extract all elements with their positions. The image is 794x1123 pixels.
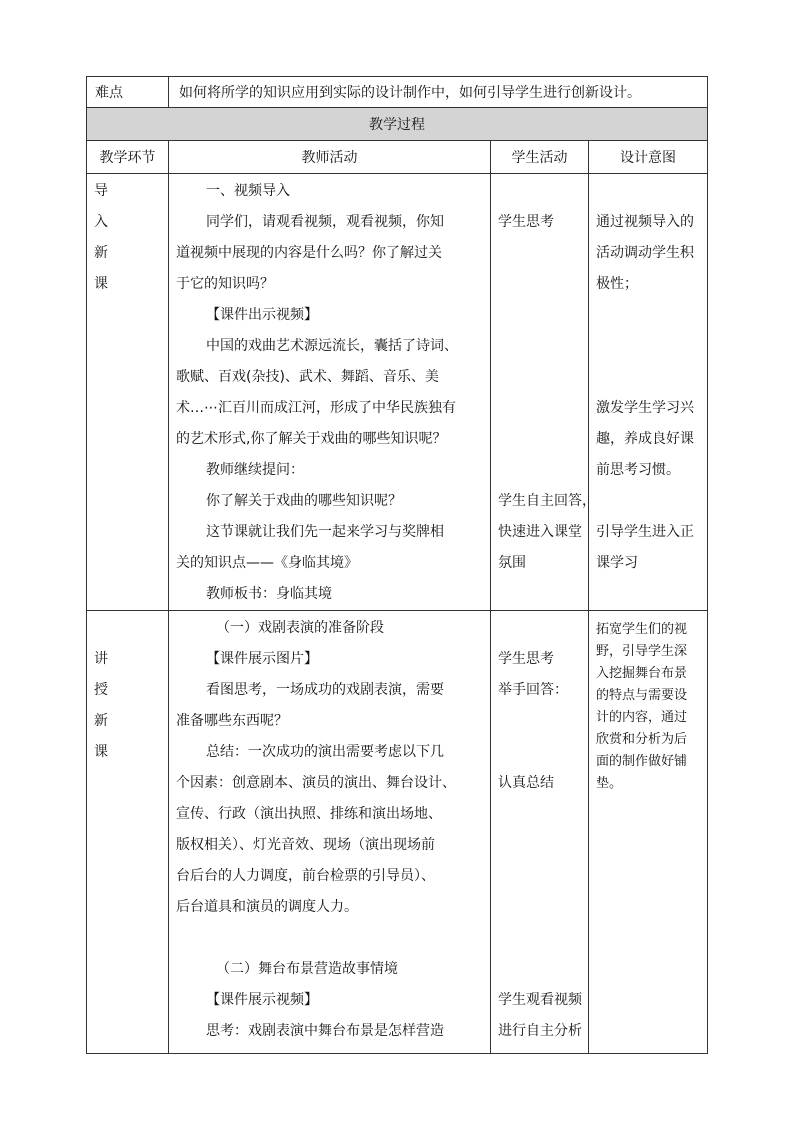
teacher-line: 个因素：创意剧本、演员的演出、舞台设计、 (176, 775, 456, 791)
intent-line: 课学习 (596, 555, 638, 571)
intent-line: 活动调动学生积 (596, 245, 694, 261)
intent-line: 引导学生进入正 (596, 524, 694, 540)
student-activity-lecture (491, 611, 589, 1054)
stage-lecture (87, 611, 169, 1054)
student-line: 举手回答： (498, 682, 568, 698)
student-line: 学生观看视频 (498, 992, 582, 1008)
teacher-line: 台后台的人力调度，前台检票的引导员）、 (176, 868, 435, 884)
teacher-line: 看图思考，一场成功的戏剧表演，需要 (206, 682, 444, 698)
student-line: 学生自主回答， (498, 493, 596, 509)
stage-char: 课 (94, 276, 108, 292)
teacher-line: （二）舞台布景营造故事情境 (216, 961, 398, 977)
stage-char: 新 (94, 713, 108, 729)
student-line: 认真总结 (498, 775, 554, 791)
lesson-plan-table (86, 76, 708, 1054)
student-line: 快速进入课堂 (498, 524, 582, 540)
teacher-line: 你了解关于戏曲的哪些知识呢？ (206, 493, 402, 509)
stage-char: 讲 (94, 651, 108, 667)
difficulty-row (87, 77, 708, 108)
stage-intro (87, 174, 169, 611)
header-stage: 教学环节 (87, 141, 169, 174)
teacher-line: 歌赋、百戏(杂技)、武术、舞蹈、音乐、美 (176, 369, 439, 385)
difficulty-label: 难点 (87, 77, 169, 108)
intent-line: 的特点与需要设 (596, 688, 688, 703)
intent-line: 前思考习惯。 (596, 462, 680, 478)
teacher-line: 后台道具和演员的调度人力。 (176, 899, 358, 915)
intent-line: 野，引导学生深 (596, 644, 688, 659)
teacher-line: 【课件出示视频】 (206, 307, 318, 323)
teacher-line: 的艺术形式,你了解关于戏曲的哪些知识呢？ (176, 431, 447, 447)
stage-char: 新 (94, 245, 108, 261)
teacher-line: 这节课就让我们先一起来学习与奖牌相 (206, 524, 444, 540)
intent-line: 通过视频导入的 (596, 214, 694, 230)
intent-line: 欣赏和分析为后 (596, 732, 688, 747)
teacher-line: 道视频中展现的内容是什么吗？你了解过关 (176, 245, 442, 261)
teacher-line: 准备哪些东西呢？ (176, 713, 288, 729)
intent-line: 激发学生学习兴 (596, 400, 694, 416)
teacher-line: 同学们，请观看视频，观看视频，你知 (206, 214, 444, 230)
teacher-line: 教师继续提问： (206, 462, 304, 478)
student-activity-intro (491, 174, 596, 611)
stage-char: 课 (94, 744, 108, 760)
section-lecture-row (87, 611, 708, 1054)
teacher-line: 于它的知识吗？ (176, 276, 274, 292)
teacher-line: 一、视频导入 (206, 183, 290, 199)
intent-line: 趣，养成良好课 (596, 431, 694, 447)
stage-char: 导 (94, 183, 108, 199)
stage-char: 授 (94, 682, 108, 698)
student-line: 学生思考 (498, 214, 554, 230)
intent-line: 垫。 (596, 776, 623, 791)
design-intent-intro (589, 174, 708, 611)
teacher-line: 术…⋯汇百川而成江河，形成了中华民族独有 (176, 400, 456, 416)
intent-line: 极性； (596, 276, 638, 292)
student-line: 进行自主分析 (498, 1023, 582, 1039)
process-title-row (87, 108, 708, 141)
teacher-line: 思考：戏剧表演中舞台布景是怎样营造 (206, 1023, 444, 1039)
teacher-line: 【课件展示视频】 (206, 992, 318, 1008)
teacher-line: 版权相关）、灯光音效、现场（演出现场前 (176, 837, 435, 853)
teacher-activity-intro (169, 174, 491, 611)
header-teacher: 教师活动 (169, 141, 491, 174)
intent-line: 计的内容，通过 (596, 710, 688, 725)
teacher-line: 教师板书：身临其境 (206, 586, 332, 602)
teacher-line: 关的知识点——《身临其境》 (176, 555, 358, 571)
intent-line: 入挖掘舞台布景 (596, 666, 688, 681)
teacher-line: （一）戏剧表演的准备阶段 (216, 620, 384, 636)
lesson-plan-page (86, 76, 707, 1054)
teacher-activity-lecture (169, 611, 491, 1054)
intent-line: 面的制作做好铺 (596, 754, 688, 769)
teacher-line: 总结：一次成功的演出需要考虑以下几 (206, 744, 444, 760)
teacher-line (176, 923, 490, 954)
stage-char: 入 (94, 214, 108, 230)
header-intent: 设计意图 (589, 141, 708, 174)
header-row (87, 141, 708, 174)
student-line: 氛围 (498, 555, 526, 571)
design-intent-lecture (589, 611, 708, 1054)
teacher-line: 中国的戏曲艺术源远流长，囊括了诗词、 (206, 338, 458, 354)
intent-line: 拓宽学生们的视 (596, 622, 688, 637)
process-title: 教学过程 (87, 108, 708, 141)
teacher-line: 宣传、行政（演出执照、排练和演出场地、 (176, 806, 442, 822)
teacher-line: 【课件展示图片】 (206, 651, 318, 667)
student-line: 学生思考 (498, 651, 554, 667)
header-student: 学生活动 (491, 141, 589, 174)
section-intro-row (87, 174, 708, 611)
difficulty-text: 如何将所学的知识应用到实际的设计制作中，如何引导学生进行创新设计。 (169, 77, 708, 108)
